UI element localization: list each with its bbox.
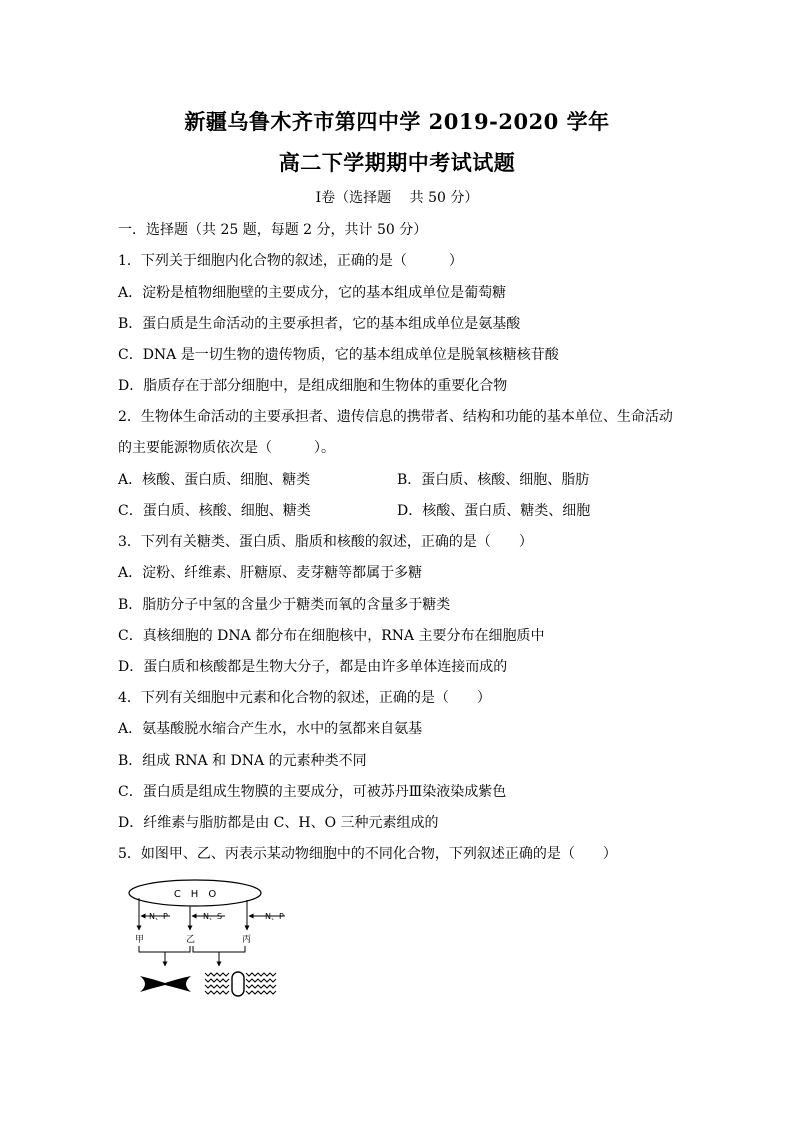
node-jia: 甲	[135, 935, 145, 945]
q4-stem: 4．下列有关细胞中元素和化合物的叙述，正确的是（ ）	[118, 690, 491, 706]
exam-title: 新疆乌鲁木齐市第四中学 2019-2020 学年	[184, 109, 610, 134]
q3-option-c: C．真核细胞的 DNA 都分布在细胞核中，RNA 主要分布在细胞质中	[118, 628, 545, 644]
cell-membrane-icon	[205, 972, 276, 996]
q1-option-a: A．淀粉是植物细胞壁的主要成分，它的基本组成单位是葡萄糖	[118, 285, 507, 301]
q4-option-d: D．纤维素与脂肪都是由 C、H、O 三种元素组成的	[118, 815, 439, 831]
bracket-jia-yi	[139, 946, 190, 952]
chromosome-icon	[140, 976, 191, 992]
q1-option-d: D．脂质存在于部分细胞中，是组成细胞和生物体的重要化合物	[118, 378, 508, 394]
node-yi: 乙	[186, 935, 196, 945]
q4-option-b: B．组成 RNA 和 DNA 的元素种类不同	[118, 753, 367, 769]
ellipse-label: C H O	[173, 889, 217, 900]
q2-option-d: D．核酸、蛋白质、糖类、细胞	[397, 503, 591, 519]
compound-diagram	[125, 876, 310, 1006]
q2-option-c: C．蛋白质、核酸、细胞、糖类	[118, 503, 311, 519]
label-np-2: N、P	[265, 912, 284, 921]
q5-stem: 5．如图甲、乙、丙表示某动物细胞中的不同化合物，下列叙述正确的是（ ）	[118, 846, 617, 862]
q4-option-c: C．蛋白质是组成生物膜的主要成分，可被苏丹Ⅲ染液染成紫色	[118, 784, 507, 800]
q4-option-a: A．氨基酸脱水缩合产生水，水中的氢都来自氨基	[118, 721, 423, 737]
q3-option-b: B．脂肪分子中氢的含量少于糖类而氧的含量多于糖类	[118, 597, 451, 613]
q2-option-b: B．蛋白质、核酸、细胞、脂肪	[397, 472, 590, 488]
exam-subtitle: 高二下学期期中考试试题	[278, 150, 516, 175]
q2-stem-line2: 的主要能源物质依次是（ ）。	[118, 440, 335, 456]
q1-option-c: C．DNA 是一切生物的遗传物质，它的基本组成单位是脱氧核糖核苷酸	[118, 347, 559, 363]
q3-stem: 3．下列有关糖类、蛋白质、脂质和核酸的叙述，正确的是（ ）	[118, 534, 533, 550]
label-np-1: N、P	[149, 912, 168, 921]
node-bing: 丙	[242, 935, 252, 945]
q3-option-a: A．淀粉、纤维素、肝糖原、麦芽糖等都属于多糖	[118, 565, 423, 581]
q2-stem-line1: 2．生物体生命活动的主要承担者、遗传信息的携带者、结构和功能的基本单位、生命活动	[118, 409, 673, 425]
q2-option-a: A．核酸、蛋白质、细胞、糖类	[118, 472, 311, 488]
q1-option-b: B．蛋白质是生命活动的主要承担者，它的基本组成单位是氨基酸	[118, 316, 521, 332]
section-heading: 一．选择题（共 25 题，每题 2 分，共计 50 分）	[118, 222, 428, 238]
q1-stem: 1．下列关于细胞内化合物的叙述，正确的是（ ）	[118, 253, 463, 269]
label-ns: N、S	[203, 912, 223, 921]
q3-option-d: D．蛋白质和核酸都是生物大分子，都是由许多单体连接而成的	[118, 659, 508, 675]
section-volume-label: I卷（选择题 共 50 分）	[315, 190, 479, 206]
bracket-yi-bing	[193, 946, 245, 952]
